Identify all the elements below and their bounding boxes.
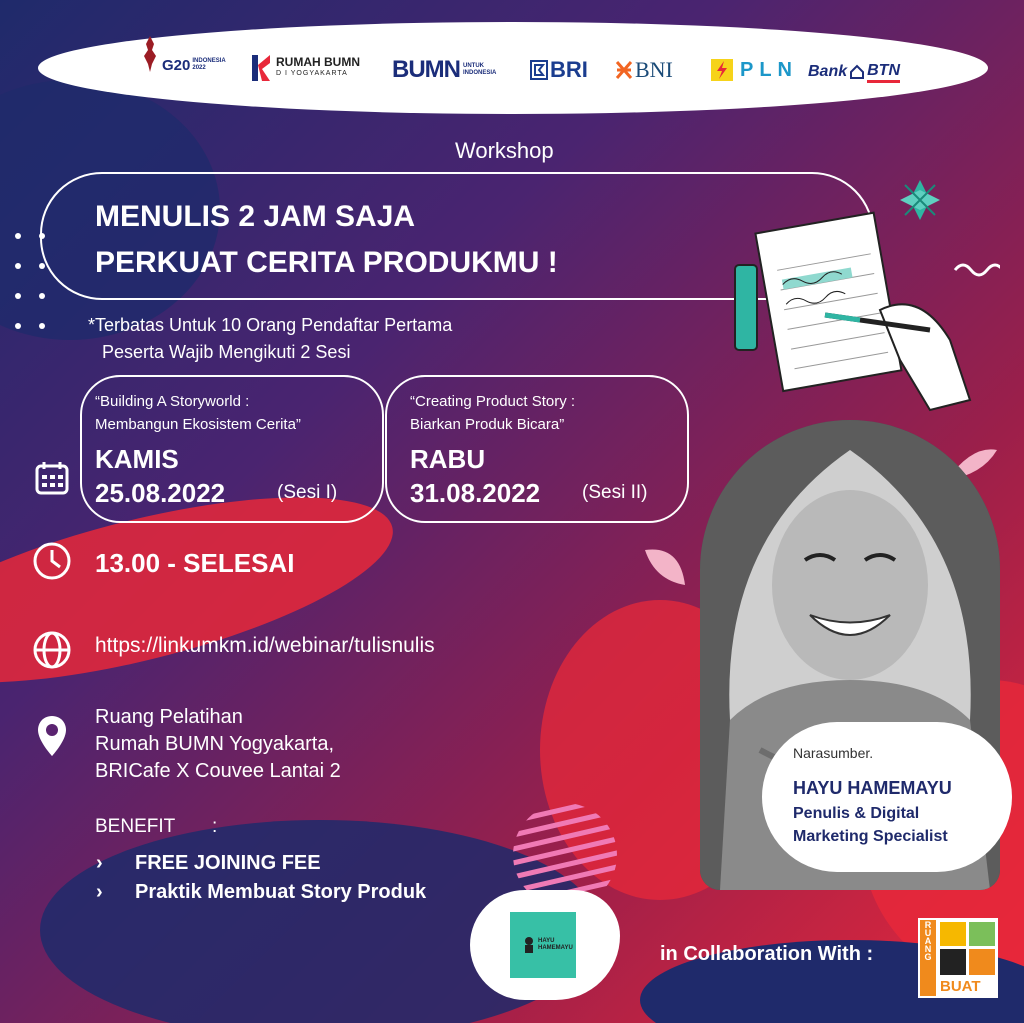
dots-decoration-icon bbox=[12, 230, 52, 340]
bri-text: BRI bbox=[550, 57, 588, 82]
hayu-logo bbox=[510, 912, 576, 978]
btn-name-text: BTN bbox=[867, 62, 900, 83]
btn-bank-text: Bank bbox=[808, 63, 848, 80]
title-line2: PERKUAT CERITA PRODUKMU ! bbox=[95, 246, 558, 279]
hayu-mascot-icon bbox=[522, 936, 536, 954]
speaker-role-line2: Marketing Specialist bbox=[793, 828, 948, 845]
note-line1: *Terbatas Untuk 10 Orang Pendaftar Pertama bbox=[88, 315, 453, 335]
btn-logo bbox=[808, 54, 900, 90]
session-2-label: (Sesi II) bbox=[582, 482, 648, 503]
session-1-day: KAMIS bbox=[95, 444, 179, 474]
benefit-chevron-2-icon: › bbox=[96, 881, 103, 903]
location-line3: BRICafe X Couvee Lantai 2 bbox=[95, 760, 341, 782]
location-line1: Ruang Pelatihan bbox=[95, 706, 243, 728]
session-1-date: 25.08.2022 bbox=[95, 478, 226, 508]
calendar-icon bbox=[34, 460, 70, 496]
title-line1: MENULIS 2 JAM SAJA bbox=[95, 200, 416, 233]
session-2-date: 31.08.2022 bbox=[410, 478, 541, 508]
bni-text: BNI bbox=[635, 57, 673, 82]
pln-icon bbox=[710, 58, 734, 82]
bumn-text: BUMN bbox=[392, 56, 460, 83]
benefit-item-1: FREE JOINING FEE bbox=[135, 852, 321, 874]
g20-text: G20 bbox=[162, 56, 191, 74]
bni-icon bbox=[615, 60, 633, 80]
session-2-day: RABU bbox=[410, 444, 486, 474]
rumah-bumn-line1: RUMAH BUMN bbox=[276, 55, 360, 69]
speaker-name: HAYU HAMEMAYU bbox=[793, 778, 952, 798]
session-1-topic-line1: “Building A Storyworld : bbox=[95, 393, 250, 410]
bri-logo bbox=[530, 52, 588, 88]
session-1-label: (Sesi I) bbox=[277, 482, 338, 503]
session-2-topic-line1: “Creating Product Story : bbox=[410, 393, 576, 410]
g20-sub2: 2022 bbox=[192, 65, 206, 71]
session-1-topic-line2: Membangun Ekosistem Cerita” bbox=[95, 416, 301, 433]
pln-text: PLN bbox=[740, 58, 798, 81]
location-line2: Rumah BUMN Yogyakarta, bbox=[95, 733, 335, 755]
hayu-logo-line1: HAYU bbox=[538, 938, 555, 944]
benefit-colon: : bbox=[212, 816, 218, 837]
rumah-bumn-icon bbox=[250, 53, 272, 83]
note-line2: Peserta Wajib Mengikuti 2 Sesi bbox=[102, 342, 351, 362]
webinar-link[interactable]: https://linkumkm.id/webinar/tulisnulis bbox=[95, 634, 435, 657]
g20-sub1: INDONESIA bbox=[192, 58, 226, 64]
session-2-topic-line2: Biarkan Produk Bicara” bbox=[410, 416, 565, 433]
buat-text: BUAT bbox=[940, 978, 981, 995]
time-text: 13.00 - SELESAI bbox=[95, 548, 295, 578]
benefit-item-2: Praktik Membuat Story Produk bbox=[135, 881, 427, 903]
clock-icon bbox=[32, 541, 72, 581]
bumn-logo bbox=[392, 52, 496, 88]
rumah-bumn-line2: D I YOGYAKARTA bbox=[276, 70, 348, 77]
rumah-bumn-logo bbox=[250, 50, 360, 86]
benefit-title: BENEFIT bbox=[95, 816, 176, 837]
pln-logo bbox=[710, 52, 798, 88]
bumn-sub2: INDONESIA bbox=[463, 70, 497, 76]
notebook-writing-illustration-icon bbox=[730, 170, 1000, 420]
hayu-logo-line2: HAMEMAYU bbox=[538, 945, 573, 951]
speaker-role-line1: Penulis & Digital bbox=[793, 805, 920, 822]
ruang-text: RUANG bbox=[923, 920, 933, 960]
bni-logo bbox=[615, 52, 673, 88]
location-pin-icon bbox=[36, 714, 68, 758]
event-type: Workshop bbox=[455, 138, 554, 163]
bumn-sub1: UNTUK bbox=[463, 63, 484, 69]
globe-icon bbox=[32, 630, 72, 670]
g20-logo bbox=[140, 36, 226, 72]
g20-emblem-icon bbox=[140, 34, 160, 74]
leaf-decoration-2-icon bbox=[640, 540, 690, 590]
ruang-buat-logo bbox=[918, 918, 998, 998]
benefit-chevron-1-icon: › bbox=[96, 852, 103, 874]
house-icon bbox=[849, 64, 865, 80]
bri-icon bbox=[530, 60, 548, 80]
speaker-label: Narasumber. bbox=[793, 745, 874, 761]
collab-label: in Collaboration With : bbox=[660, 943, 874, 965]
